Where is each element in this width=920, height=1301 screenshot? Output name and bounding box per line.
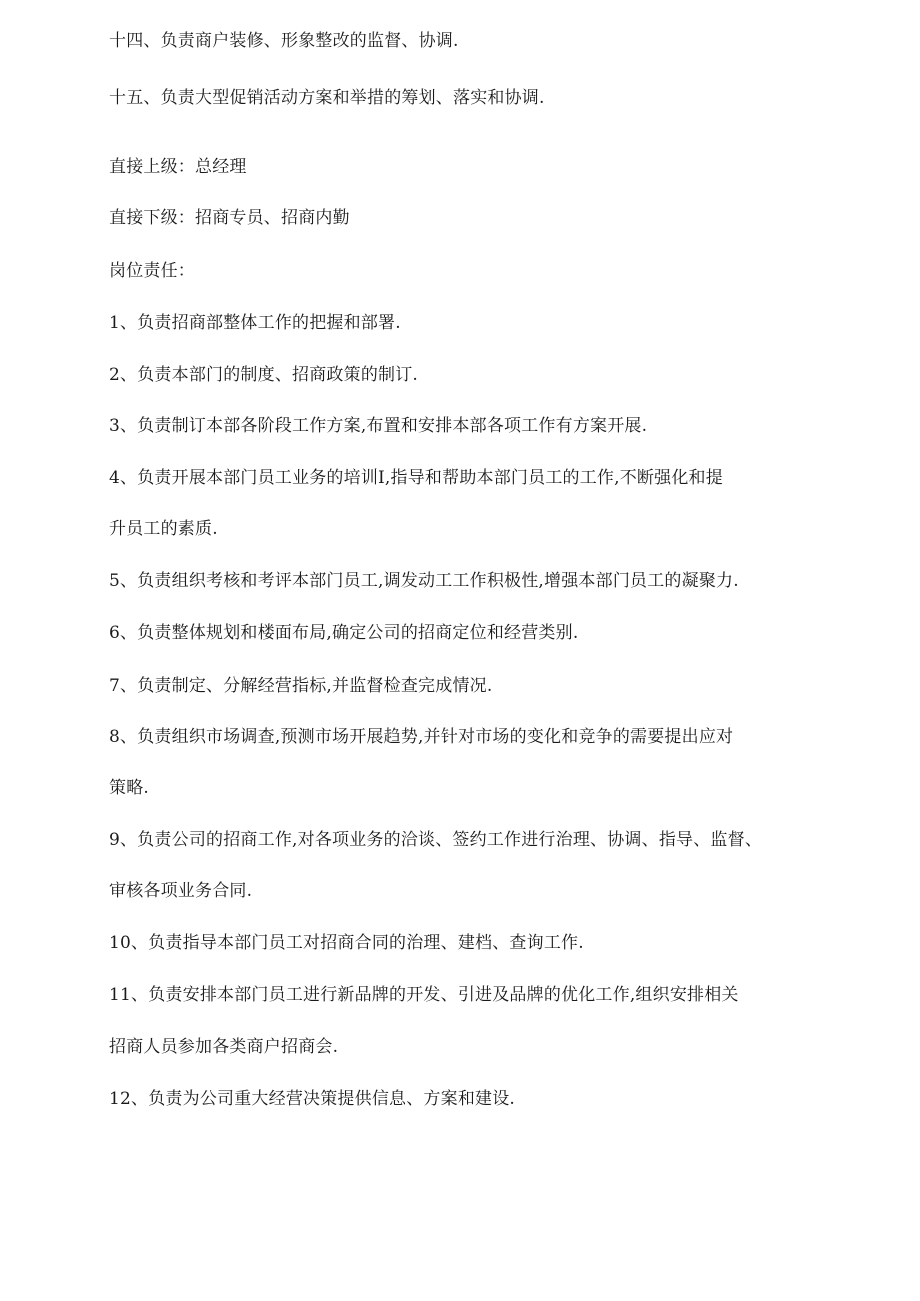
responsibility-line: 7、负责制定、分解经营指标,并监督检查完成情况. <box>109 676 493 696</box>
responsibility-line: 6、负责整体规划和楼面布局,确定公司的招商定位和经营类别. <box>109 623 579 643</box>
direct-subordinate: 直接下级：招商专员、招商内勤 <box>109 208 350 228</box>
intro-item-15: 十五、负责大型促销活动方案和举措的筹划、落实和协调. <box>109 88 545 108</box>
responsibility-line: 11、负责安排本部门员工进行新品牌的开发、引进及品牌的优化工作,组织安排相关 <box>109 985 739 1005</box>
direct-superior: 直接上级：总经理 <box>109 157 247 177</box>
responsibility-line: 策略. <box>109 778 150 798</box>
responsibility-line: 5、负责组织考核和考评本部门员工,调发动工工作积极性,增强本部门员工的凝聚力. <box>109 571 739 591</box>
responsibility-line: 升员工的素质. <box>109 519 218 539</box>
responsibility-line: 8、负责组织市场调查,预测市场开展趋势,并针对市场的变化和竞争的需要提出应对 <box>109 727 734 747</box>
responsibility-line: 1、负责招商部整体工作的把握和部署. <box>109 313 401 333</box>
intro-item-14: 十四、负责商户装修、形象整改的监督、协调. <box>109 31 459 51</box>
responsibility-line: 12、负责为公司重大经营决策提供信息、方案和建设. <box>109 1089 516 1109</box>
responsibility-line: 2、负责本部门的制度、招商政策的制订. <box>109 365 419 385</box>
responsibility-line: 招商人员参加各类商户招商会. <box>109 1037 339 1057</box>
responsibility-line: 9、负责公司的招商工作,对各项业务的洽谈、签约工作进行治理、协调、指导、监督、 <box>109 830 763 850</box>
responsibility-line: 4、负责开展本部门员工业务的培训I,指导和帮助本部门员工的工作,不断强化和提 <box>109 468 723 488</box>
responsibility-line: 10、负责指导本部门员工对招商合同的治理、建档、查询工作. <box>109 933 584 953</box>
responsibility-line: 审核各项业务合同. <box>109 881 253 901</box>
responsibility-heading: 岗位责任： <box>109 261 195 281</box>
responsibility-line: 3、负责制订本部各阶段工作方案,布置和安排本部各项工作有方案开展. <box>109 416 648 436</box>
